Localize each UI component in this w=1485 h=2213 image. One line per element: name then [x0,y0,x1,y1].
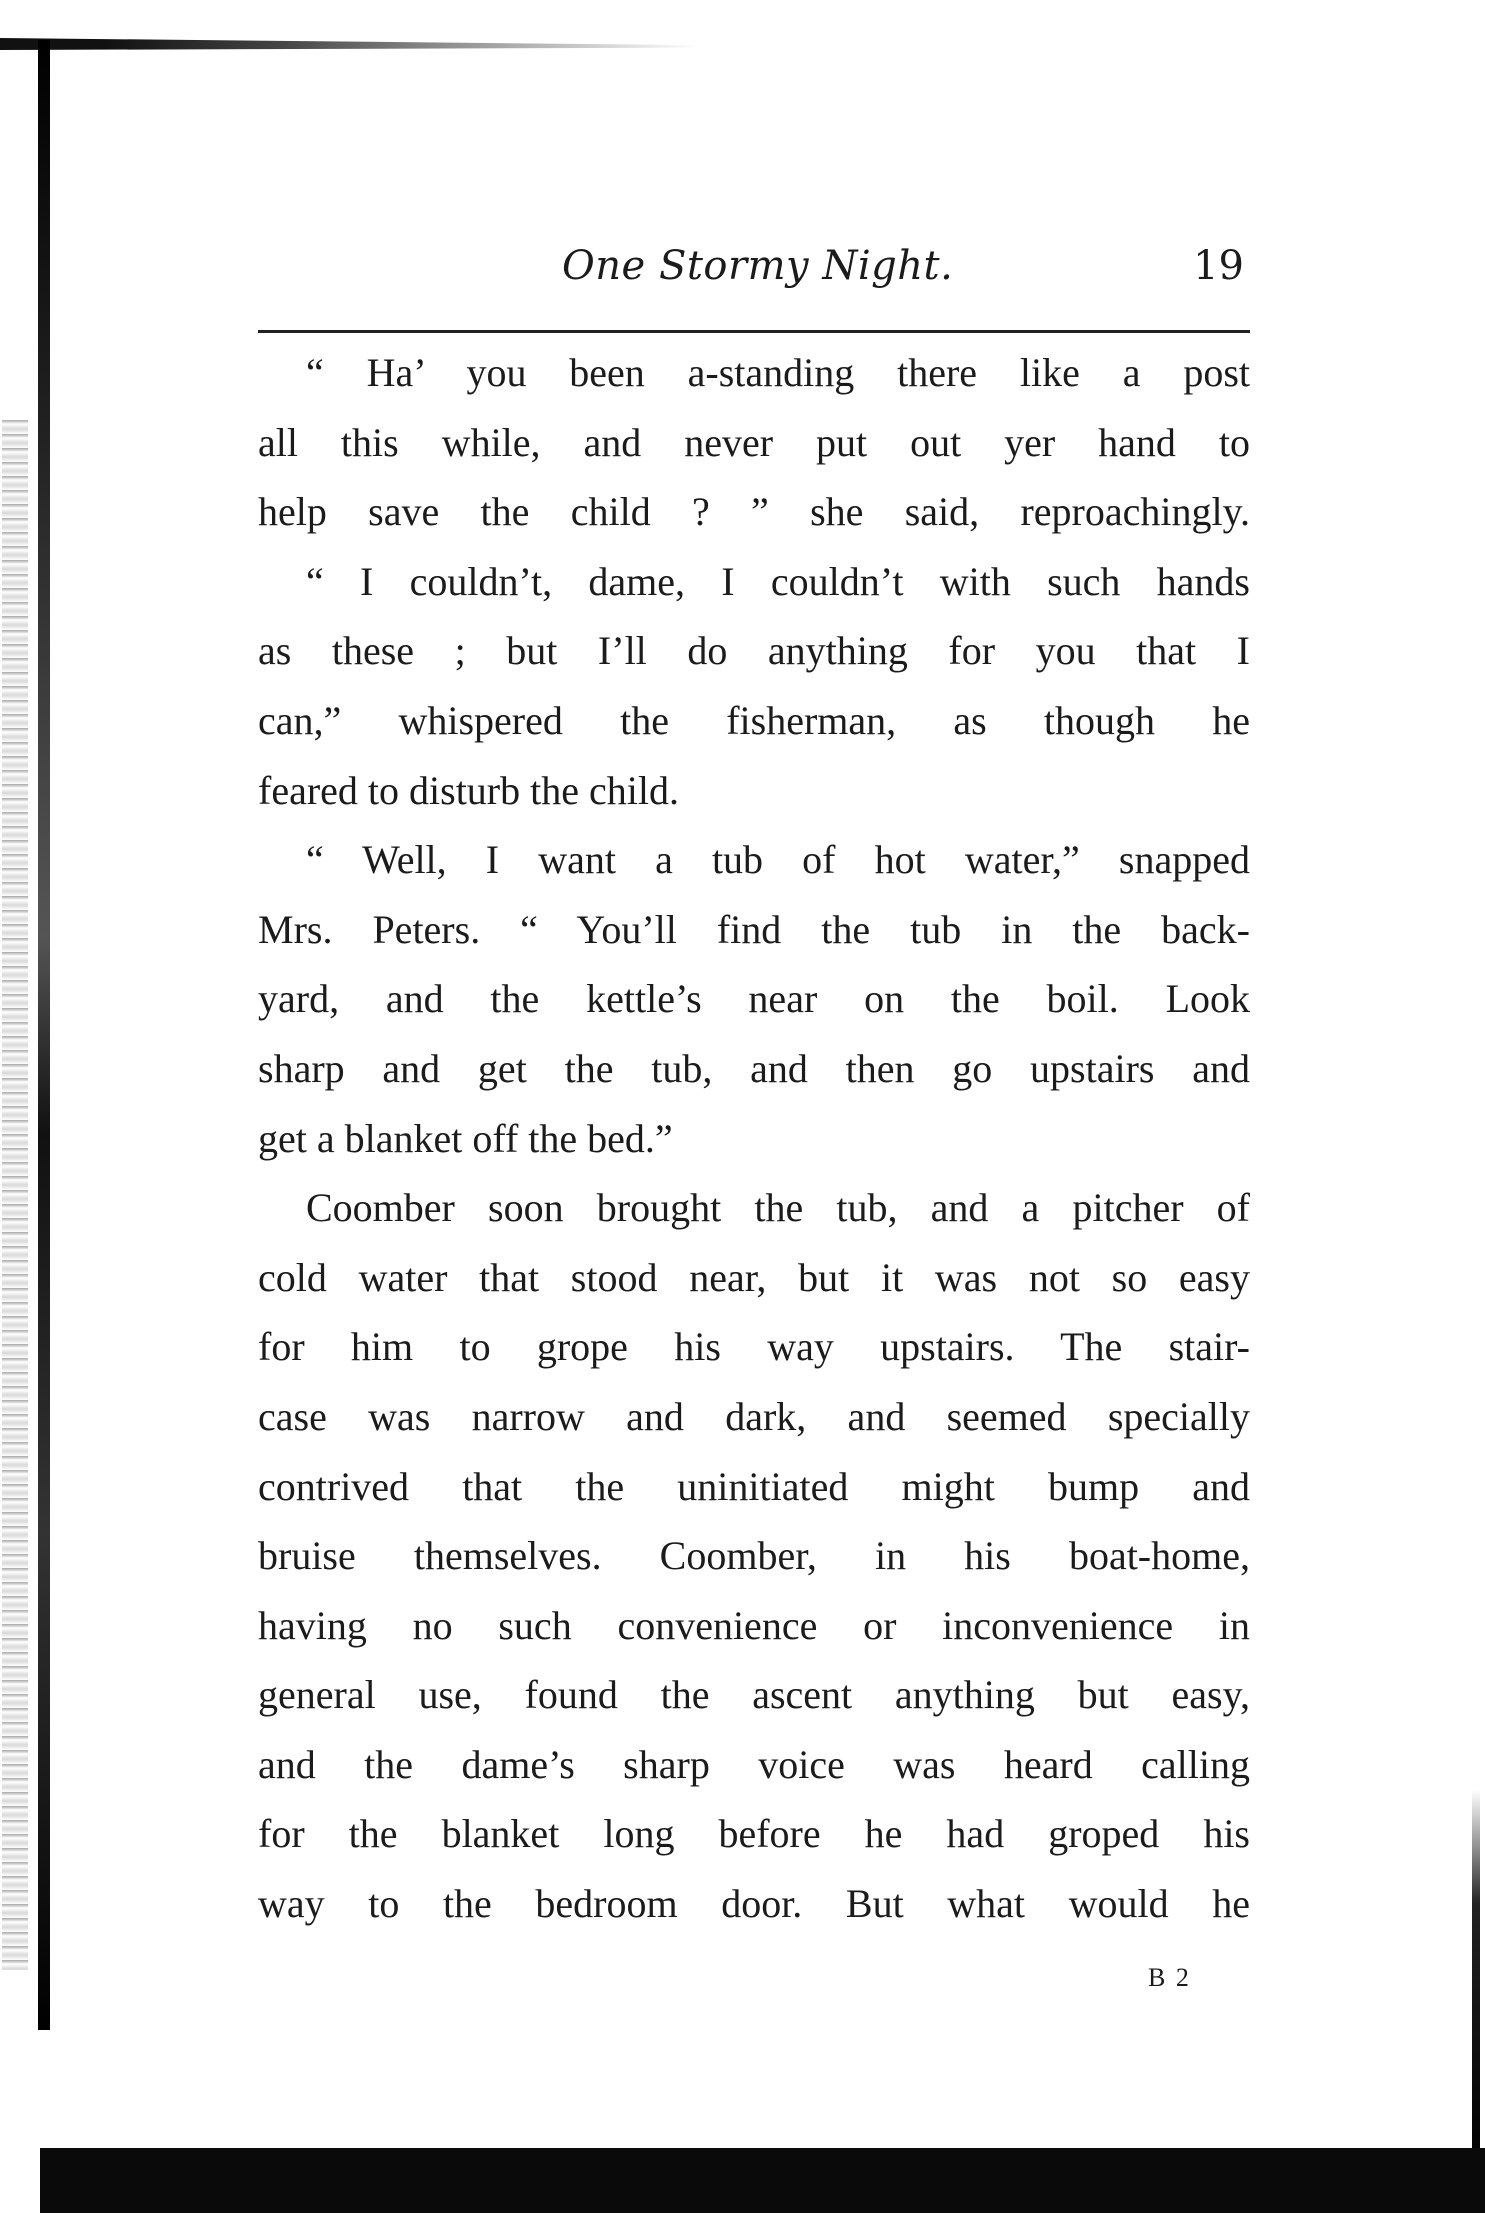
page-header [258,238,1250,294]
running-title: One Stormy Night. [562,243,954,289]
text-line: “ Well, I want a tub of hot water,” snapped [306,837,1250,883]
text-line: can,” whispered the fisherman, as though he [258,697,1250,743]
text-line: help save the child ? ” she said, reproachingly. [258,489,1250,535]
body-text [258,338,1250,1939]
text-line: cold water that stood near, but it was not so easy [258,1254,1250,1300]
text-line: “ I couldn’t, dame, I couldn’t with such hands [306,558,1250,604]
text-line: feared to disturb the child. [258,767,679,813]
scan-right-edge [1472,1790,1480,2170]
text-line: sharp and get the tub, and then go upstairs and [258,1045,1250,1091]
scan-top-edge [0,38,700,50]
header-rule [258,330,1250,333]
page-number: 19 [1193,243,1244,289]
text-line: Coomber soon brought the tub, and a pitcher of [306,1185,1250,1231]
text-line: “ Ha’ you been a-standing there like a post [306,350,1250,395]
text-line: yard, and the kettle’s near on the boil. Look [258,976,1250,1022]
text-line: case was narrow and dark, and seemed specially [258,1393,1250,1439]
text-line: for the blanket long before he had groped his [258,1811,1250,1857]
text-line: for him to grope his way upstairs. The stair- [258,1324,1250,1370]
scan-binding-edge [38,40,50,2030]
text-line: bruise themselves. Coomber, in his boat-home, [258,1533,1250,1579]
scan-binding-shadow [2,420,28,1970]
text-line: and the dame’s sharp voice was heard calling [258,1741,1250,1787]
text-line: having no such convenience or inconvenience in [258,1602,1250,1648]
signature-mark: B 2 [1148,1963,1191,1992]
text-line: contrived that the uninitiated might bump and [258,1463,1250,1509]
text-line: way to the bedroom door. But what would he [258,1881,1250,1927]
scan-bottom-edge [40,2148,1485,2213]
text-line: get a blanket off the bed.” [258,1115,673,1161]
text-line: Mrs. Peters. “ You’ll find the tub in the back- [258,906,1250,952]
text-line: all this while, and never put out yer hand to [258,419,1250,465]
text-line: as these ; but I’ll do anything for you that I [258,628,1250,674]
text-line: general use, found the ascent anything but easy, [258,1672,1250,1718]
